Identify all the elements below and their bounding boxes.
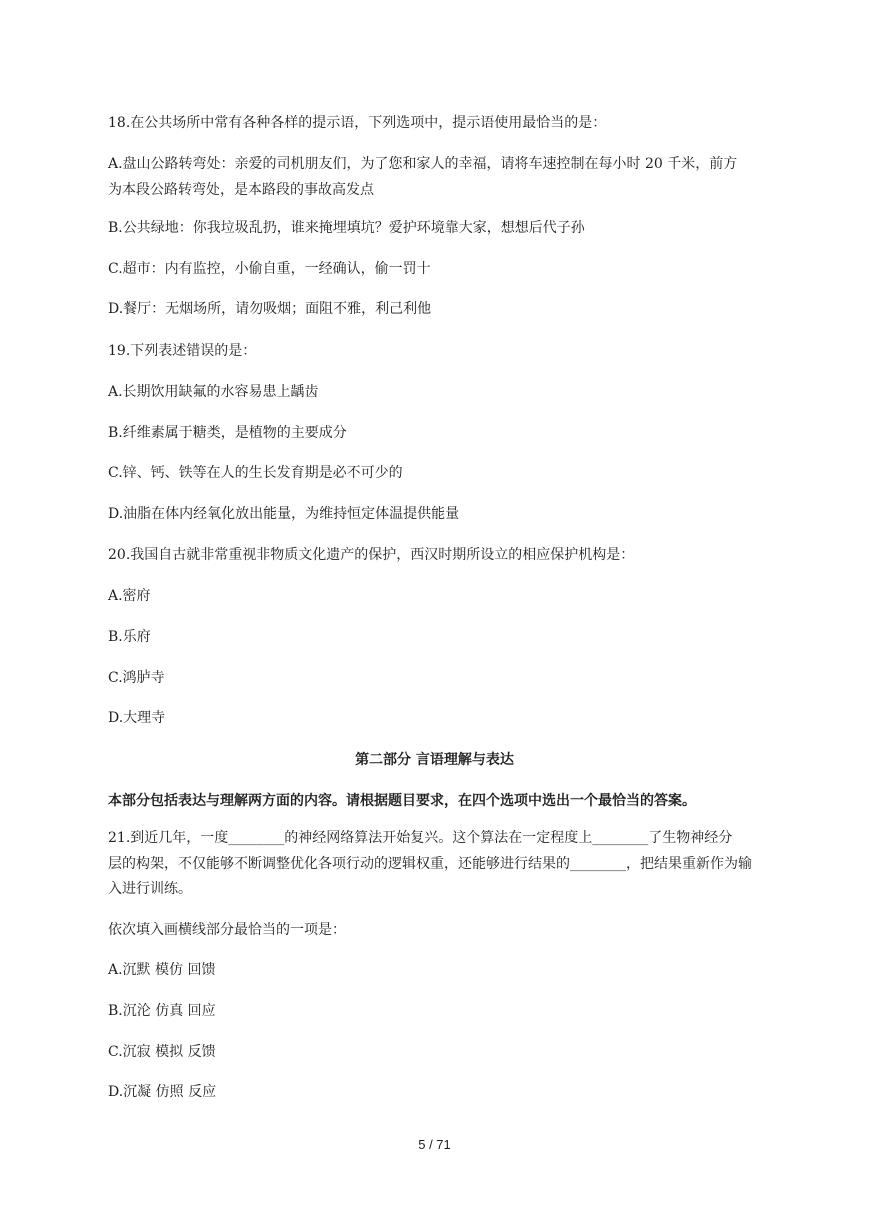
q20-option-c: C.鸿胪寺 — [108, 670, 165, 686]
q18-stem: 18.在公共场所中常有各种各样的提示语，下列选项中，提示语使用最恰当的是： — [108, 115, 607, 131]
q18-option-c: C.超市：内有监控，小偷自重，一经确认，偷一罚十 — [108, 261, 431, 277]
q21-prompt: 依次填入画横线部分最恰当的一项是： — [108, 922, 346, 938]
q21-option-c: C.沉寂 模拟 反馈 — [108, 1044, 216, 1060]
q18-option-a-line2: 为本段公路转弯处，是本路段的事故高发点 — [108, 182, 374, 198]
q18-option-d: D.餐厅：无烟场所，请勿吸烟；面阻不雅，利己利他 — [108, 301, 432, 317]
q19-stem: 19.下列表述错误的是： — [108, 343, 257, 359]
q19-option-b: B.纤维素属于糖类，是植物的主要成分 — [108, 425, 347, 441]
q21-stem-line2: 层的构架，不仅能够不断调整优化各项行动的逻辑权重，还能够进行结果的________，把结果重新作为输 — [108, 856, 752, 872]
q21-option-b: B.沉沦 仿真 回应 — [108, 1003, 216, 1019]
q19-option-c: C.锌、钙、铁等在人的生长发育期是必不可少的 — [108, 465, 403, 481]
q18-option-b: B.公共绿地：你我垃圾乱扔，谁来掩埋填坑？爱护环境靠大家，想想后代子孙 — [108, 220, 585, 236]
q20-option-a: A.密府 — [108, 588, 151, 604]
q21-stem-line3: 入进行训练。 — [108, 881, 192, 897]
section-instruction: 本部分包括表达与理解两方面的内容。请根据题目要求，在四个选项中选出一个最恰当的答案。 — [108, 793, 696, 809]
q20-option-b: B.乐府 — [108, 629, 151, 645]
q19-option-d: D.油脂在体内经氧化放出能量，为维持恒定体温提供能量 — [108, 506, 460, 522]
q21-option-d: D.沉凝 仿照 反应 — [108, 1084, 217, 1100]
page-number: 5 / 71 — [418, 1137, 451, 1152]
q21-option-a: A.沉默 模仿 回馈 — [108, 962, 216, 978]
section-title: 第二部分 言语理解与表达 — [355, 752, 514, 768]
q20-stem: 20.我国自古就非常重视非物质文化遗产的保护，西汉时期所设立的相应保护机构是： — [108, 547, 635, 563]
q19-option-a: A.长期饮用缺氟的水容易患上龋齿 — [108, 384, 319, 400]
q18-option-a-line1: A.盘山公路转弯处：亲爱的司机朋友们，为了您和家人的幸福，请将车速控制在每小时 20 千米，前方 — [108, 156, 738, 172]
q21-stem-line1: 21.到近几年，一度________的神经网络算法开始复兴。这个算法在一定程度上________了生物神经分 — [108, 830, 733, 846]
q20-option-d: D.大理寺 — [108, 710, 166, 726]
